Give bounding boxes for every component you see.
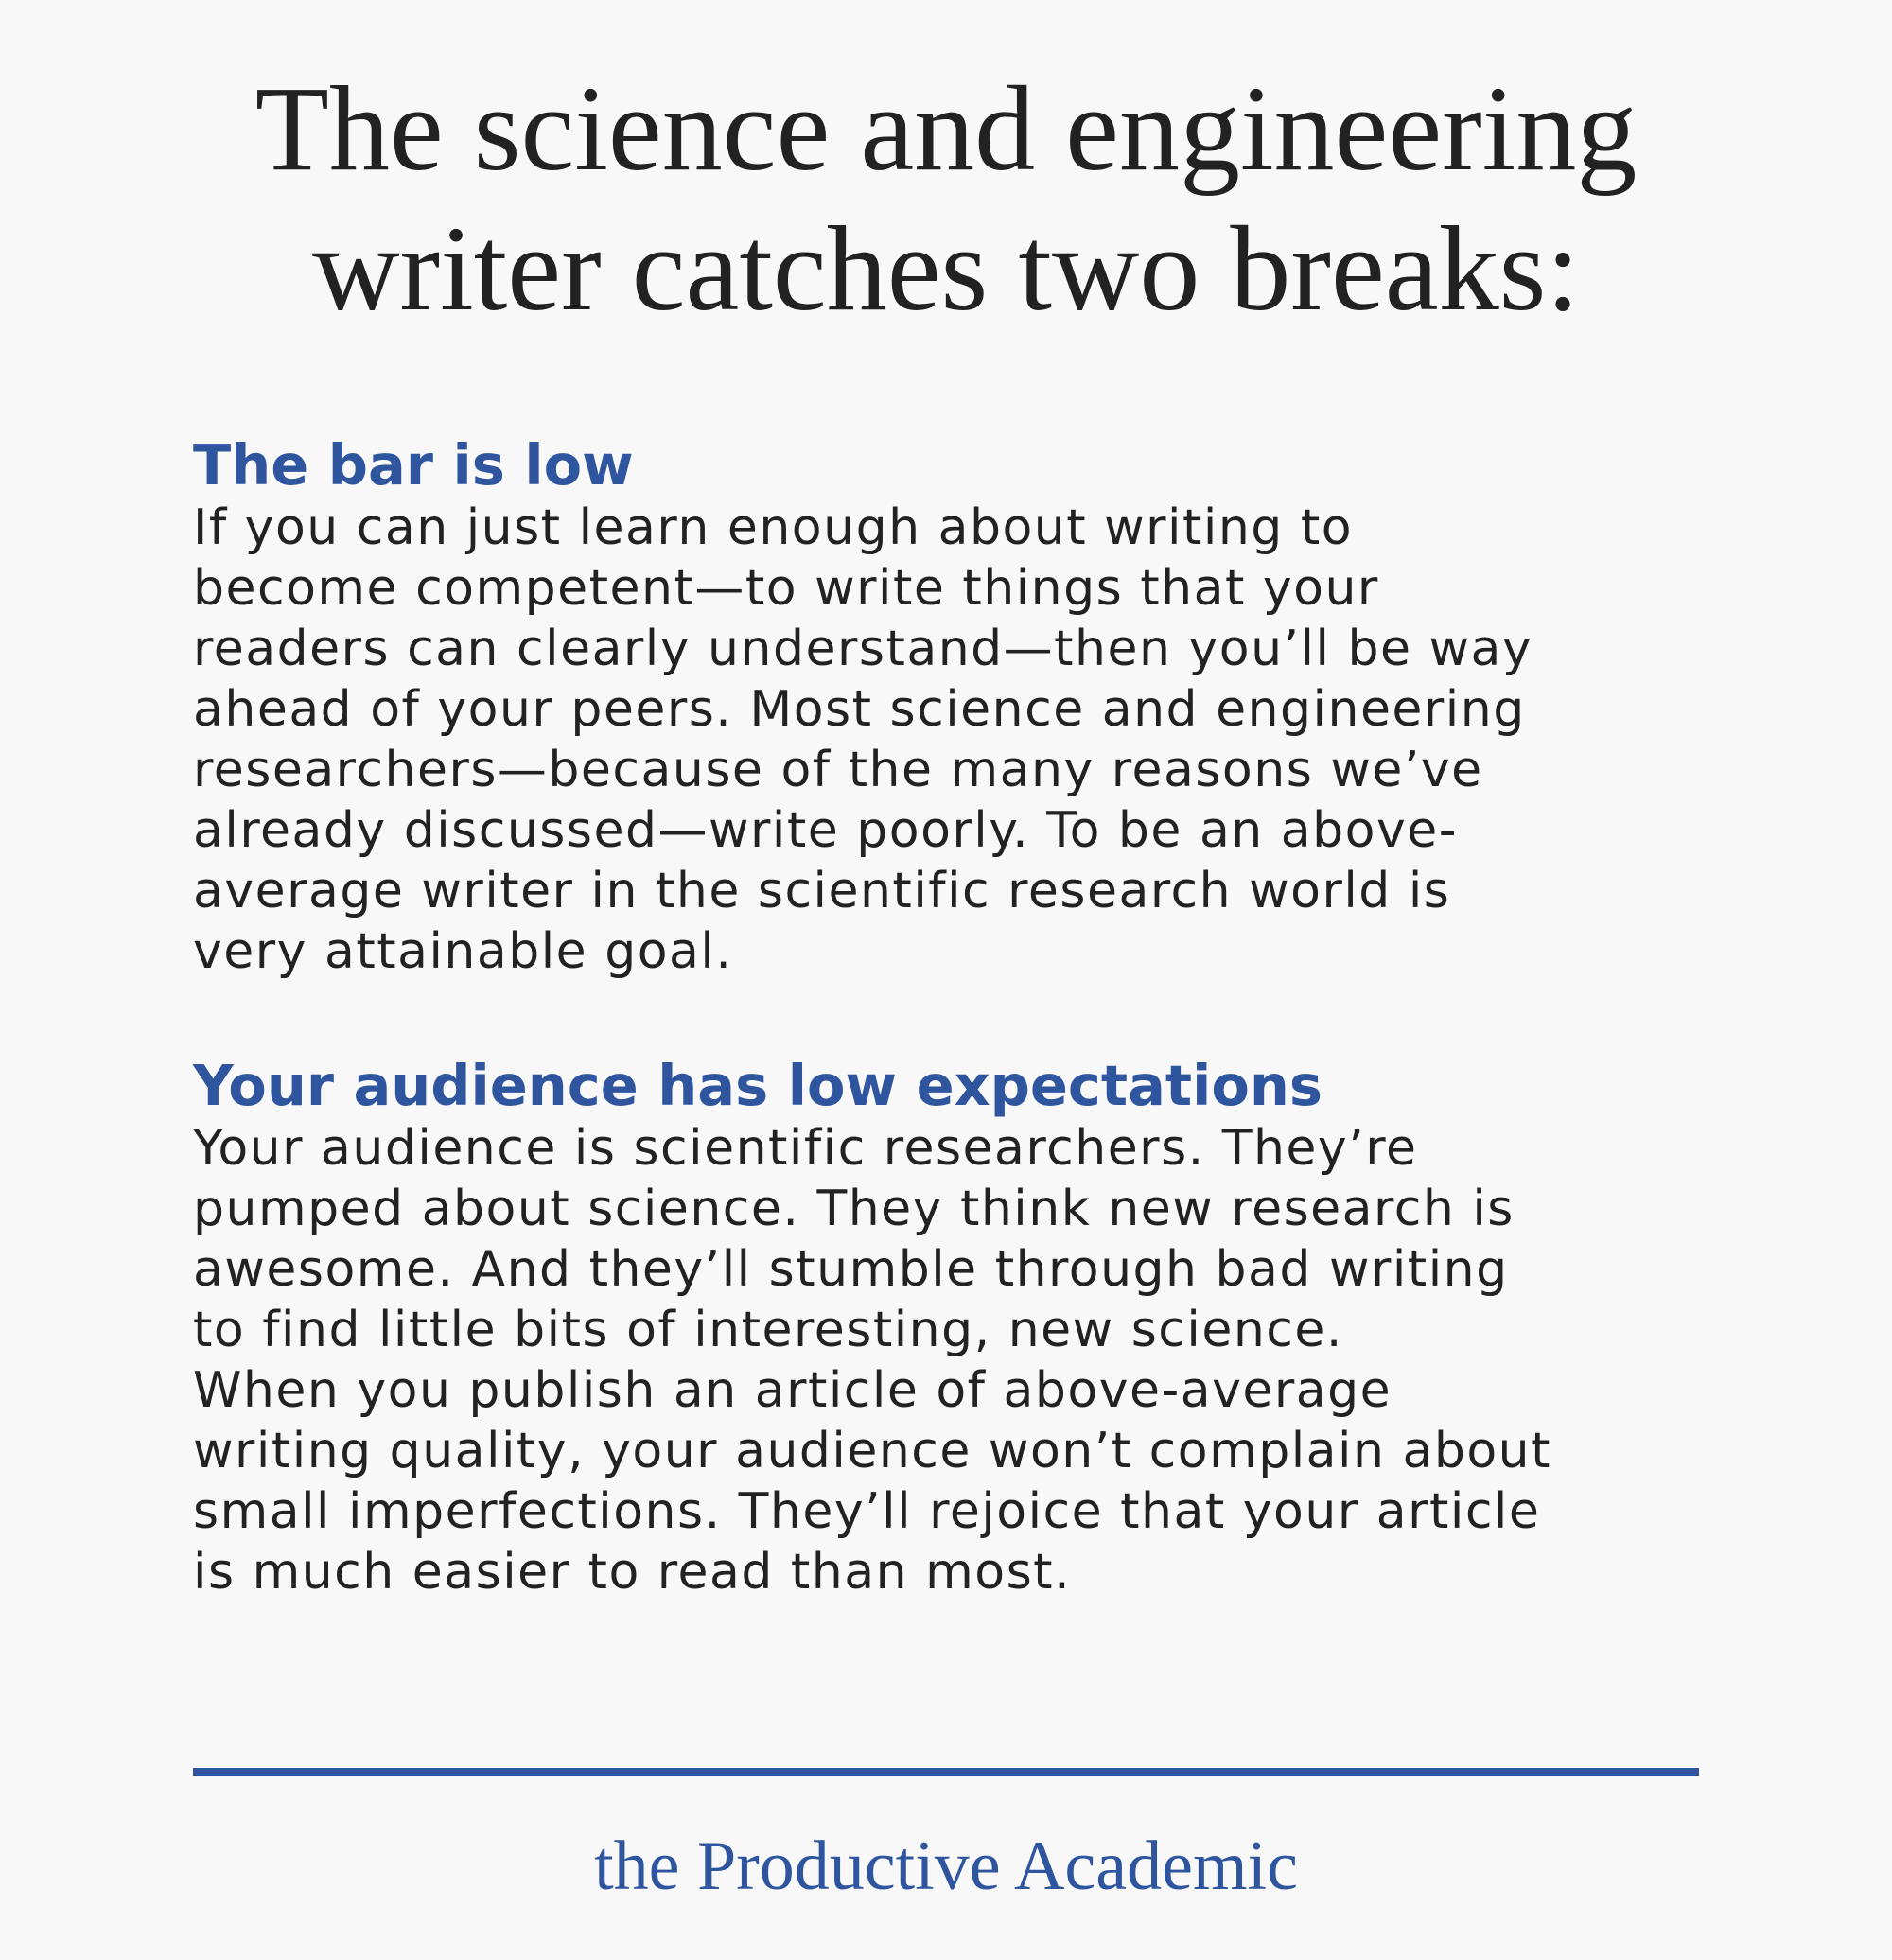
section-low-expectations [193, 1054, 1726, 1602]
body-line: to find little bits of interesting, new science. [193, 1302, 1343, 1358]
section-heading: The bar is low [193, 432, 634, 498]
title-line-1: The science and engineering [254, 61, 1638, 196]
body-line: awesome. And they’ll stumble through bad writing [193, 1241, 1509, 1298]
page-title [0, 59, 1892, 339]
title-line-2: writer catches two breaks: [312, 201, 1580, 336]
body-line: readers can clearly understand—then you’ll be way [193, 621, 1533, 677]
body-line: If you can just learn enough about writing to [193, 499, 1354, 556]
body-line: average writer in the scientific research world is [193, 863, 1451, 919]
section-bar-is-low [193, 433, 1726, 982]
body-line: writing quality, your audience won’t complain about [193, 1423, 1552, 1479]
body-line: already discussed—write poorly. To be an above- [193, 802, 1459, 859]
body-line: pumped about science. They think new research is [193, 1181, 1515, 1237]
body-line: When you publish an article of above-average [193, 1362, 1393, 1419]
section-body [193, 1118, 1726, 1602]
body-line: become competent—to write things that your [193, 560, 1379, 617]
footer-divider [193, 1768, 1699, 1776]
section-body [193, 498, 1726, 982]
section-heading: Your audience has low expectations [193, 1053, 1323, 1118]
body-line: ahead of your peers. Most science and engineering [193, 681, 1526, 738]
body-line: is much easier to read than most. [193, 1544, 1072, 1601]
body-line: small imperfections. They’ll rejoice that your article [193, 1483, 1541, 1540]
body-line: Your audience is scientific researchers. They’re [193, 1120, 1418, 1177]
body-line: researchers—because of the many reasons we’ve [193, 742, 1483, 798]
brand-wordmark: the Productive Academic [594, 1828, 1298, 1905]
body-line: very attainable goal. [193, 923, 733, 980]
